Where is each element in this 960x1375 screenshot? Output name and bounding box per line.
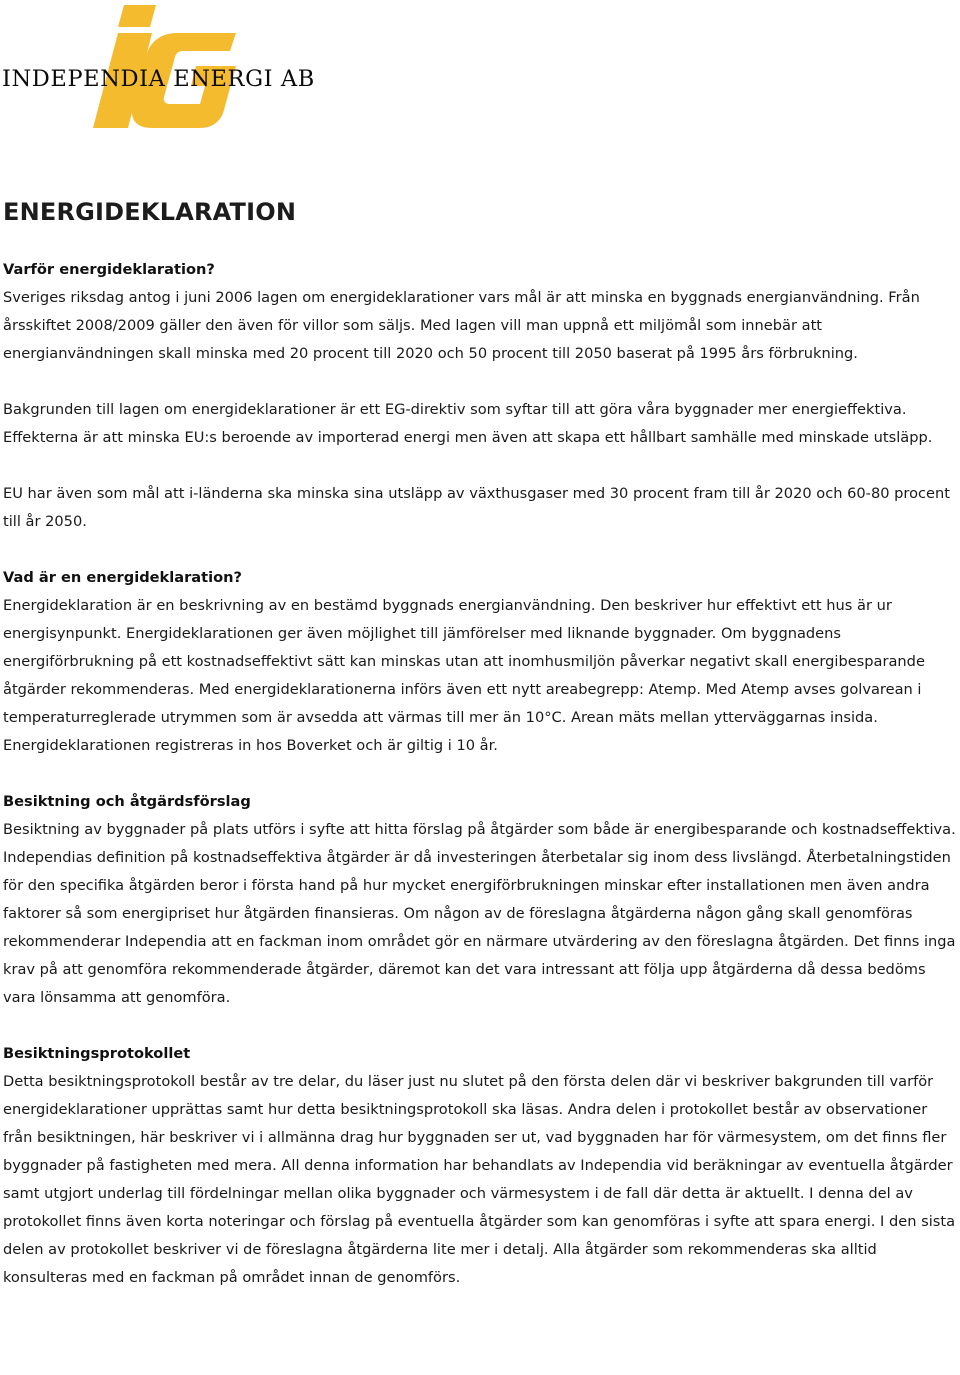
- section-heading: Vad är en energideklaration?: [3, 569, 243, 586]
- document-section: [3, 256, 958, 536]
- document-section: [3, 788, 958, 1012]
- section-paragraph: Bakgrunden till lagen om energideklarationer är ett EG-direktiv som syftar till att göra våra byggnader mer energieffektiva. Effekterna är att minska EU:s beroende av importerad energi men även att skapa ett hållbart samhälle med minskade utsläpp.: [3, 401, 933, 446]
- section-heading: Besiktning och åtgärdsförslag: [3, 793, 251, 810]
- company-name: INDEPENDIA ENERGI AB: [2, 66, 315, 92]
- document-section: [3, 1040, 958, 1292]
- page-title: ENERGIDEKLARATION: [3, 198, 297, 226]
- section-paragraph: EU har även som mål att i-länderna ska minska sina utsläpp av växthusgaser med 30 procent fram till år 2020 och 60-80 procent till år 2050.: [3, 485, 951, 530]
- section-paragraph: Energideklaration är en beskrivning av en bestämd byggnads energianvändning. Den beskriver hur effektivt ett hus är ur energisynpunkt. Energideklarationen ger även möjlighet till jämförelser med liknande byggnader. Om byggnadens energiförbrukning på ett kostnadseffektivt sätt kan minskas utan att inomhusmiljön påverkar negativt skall energibesparande åtgärder rekommenderas. Med energideklarationerna införs även ett nytt areabegrepp: Atemp. Med Atemp avses golvarean i temperaturreglerade utrymmen som är avsedda att värmas till mer än 10°C. Arean mäts mellan ytterväggarnas insida. Energideklarationen registreras in hos Boverket och är giltig i 10 år.: [3, 597, 925, 754]
- company-logo: [0, 0, 330, 135]
- section-paragraph: Detta besiktningsprotokoll består av tre delar, du läser just nu slutet på den första delen där vi beskriver bakgrunden till varför energideklarationer upprättas samt hur detta besiktningsprotokoll ska läsas. Andra delen i protokollet består av observationer från besiktningen, här beskriver vi i allmänna drag hur byggnaden ser ut, vad byggnaden har för värmesystem, om det finns fler byggnader på fastigheten med mera. All denna information har behandlats av Independia vid beräkningar av eventuella åtgärder samt utgjort underlag till fördelningar mellan olika byggnader och värmesystem i de fall där detta är aktuellt. I denna del av protokollet finns även korta noteringar och förslag på eventuella åtgärder som kan genomföras i syfte att spara energi. I den sista delen av protokollet beskriver vi de föreslagna åtgärderna lite mer i detalj. Alla åtgärder som rekommenderas ska alltid konsulteras med en fackman på området innan de genomförs.: [3, 1073, 956, 1286]
- section-heading: Besiktningsprotokollet: [3, 1045, 191, 1062]
- sections-container: [3, 256, 958, 1292]
- section-heading: Varför energideklaration?: [3, 261, 215, 278]
- document-section: [3, 564, 958, 760]
- section-paragraph: Besiktning av byggnader på plats utförs i syfte att hitta förslag på åtgärder som både är energibesparande och kostnadseffektiva. Independias definition på kostnadseffektiva åtgärder är då investeringen återbetalar sig inom dess livslängd. Återbetalningstiden för den specifika åtgärden beror i första hand på hur mycket energiförbrukningen minskar efter installationen men även andra faktorer så som energipriset hur åtgärden finansieras. Om någon av de föreslagna åtgärderna någon gång skall genomföras rekommenderar Independia att en fackman inom området gör en närmare utvärdering av den föreslagna åtgärden. Det finns inga krav på att genomföra rekommenderade åtgärder, däremot kan det vara intressant att följa upp åtgärderna då dessa bedöms vara lönsamma att genomföra.: [3, 821, 956, 1006]
- document-body: [3, 192, 958, 1292]
- section-paragraph: Sveriges riksdag antog i juni 2006 lagen om energideklarationer vars mål är att minska en byggnads energianvändning. Från årsskiftet 2008/2009 gäller den även för villor som säljs. Med lagen vill man uppnå ett miljömål som innebär att energianvändningen skall minska med 20 procent till 2020 och 50 procent till 2050 baserat på 1995 års förbrukning.: [3, 289, 920, 362]
